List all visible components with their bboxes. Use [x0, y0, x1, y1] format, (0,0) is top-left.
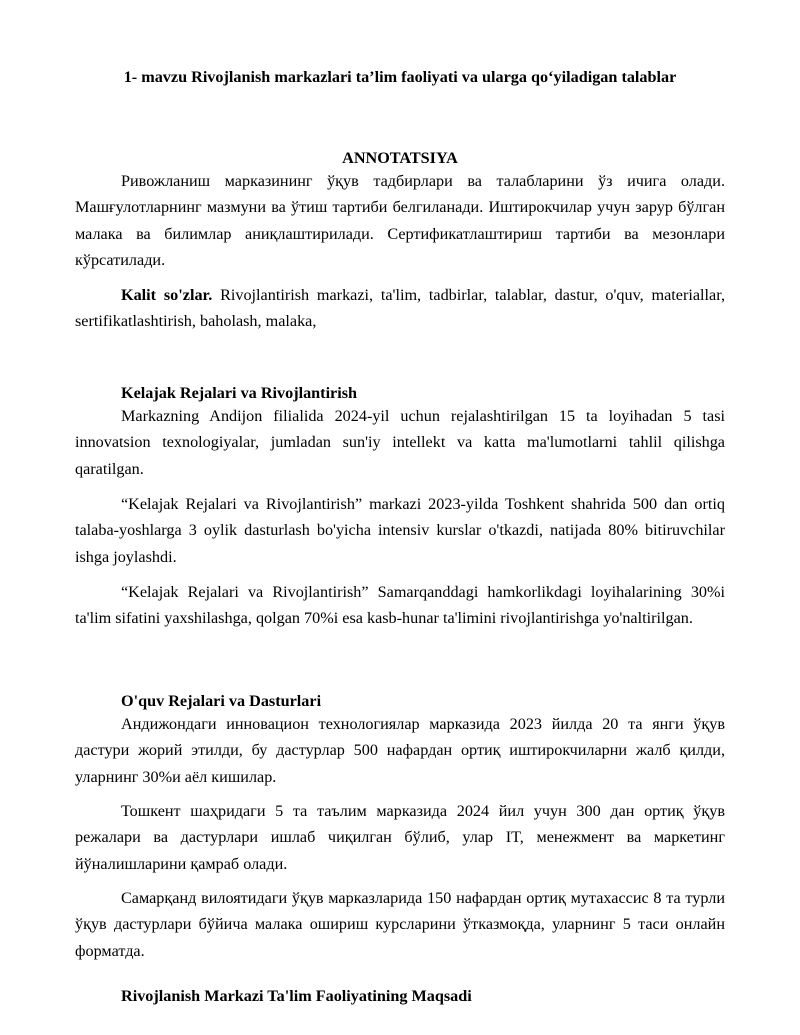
paragraph: Самарқанд вилоятидаги ўқув марказларида 150 нафардан ортиқ мутахассис 8 та турли ўқув дастурлари бўйича малака ошириш курсларини ўтказмоқда, уларнинг 5 таси онлайн форматда.	[75, 889, 725, 960]
section-heading: Rivojlanish Markazi Ta'lim Faoliyatining Maqsadi	[121, 987, 472, 1005]
section-heading: O'quv Rejalari va Dasturlari	[121, 692, 322, 710]
keywords-paragraph	[75, 282, 725, 335]
paragraph: “Kelajak Rejalari va Rivojlantirish” Samarqanddagi hamkorlikdagi loyihalarining 30%i ta'lim sifatini yaxshilashga, qolgan 70%i esa kasb-hunar ta'limini rivojlantirishga yo'naltirilgan.	[75, 583, 725, 628]
keywords-text: Rivojlantirish markazi, ta'lim, tadbirlar, talablar, dastur, o'quv, materiallar, sertifikatlashtirish, baholash, malaka,	[75, 286, 725, 331]
paragraph: Markazning Andijon filialida 2024-yil uchun rejalashtirilgan 15 ta loyihadan 5 tasi innovatsion texnologiyalar, jumladan sun'iy intellekt va katta ma'lumotlarni tahlil qilishga qaratilgan.	[75, 407, 725, 478]
document-title: 1- mavzu Rivojlanish markazlari ta’lim faoliyati va ularga qo‘yiladigan talablar	[123, 68, 677, 86]
annotation-paragraph: Ривожланиш марказининг ўқув тадбирлари ва талабларини ўз ичига олади. Машғулотларнинг мазмуни ва ўтиш тартиби белгиланади. Иштирокчилар учун зарур бўлган малака ва билимлар аниқлаштирилади. Сертификатлаштириш тартиби ва мезонлари кўрсатилади.	[75, 172, 725, 269]
paragraph: “Kelajak Rejalari va Rivojlantirish” markazi 2023-yilda Toshkent shahrida 500 dan ortiq talaba-yoshlarga 3 oylik dasturlash bo'yicha intensiv kurslar o'tkazdi, natijada 80% bitiruvchilar ishga joylashdi.	[75, 495, 725, 566]
paragraph: Андижондаги инновацион технологиялар марказида 2023 йилда 20 та янги ўқув дастури жорий этилди, бу дастурлар 500 нафардан ортиқ иштирокчиларни жалб қилди, уларнинг 30%и аёл кишилар.	[75, 715, 725, 786]
paragraph: Тошкент шаҳридаги 5 та таълим марказида 2024 йил учун 300 дан ортиқ ўқув режалари ва дастурлари ишлаб чиқилган бўлиб, улар IT, менежмент ва маркетинг йўналишларини қамраб олади.	[75, 802, 725, 873]
keywords-label: Kalit so'zlar.	[121, 286, 213, 304]
annotation-heading: ANNOTATSIYA	[342, 149, 458, 167]
section-heading: Kelajak Rejalari va Rivojlantirish	[121, 384, 358, 402]
